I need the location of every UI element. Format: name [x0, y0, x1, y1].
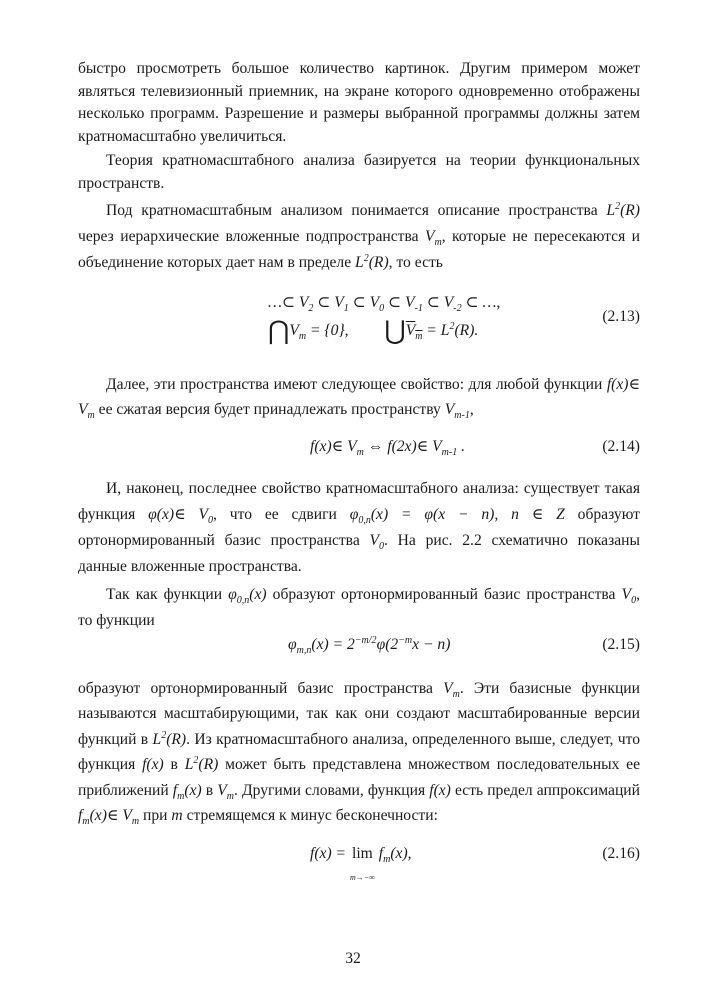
text-fragment: И, наконец, последнее свойство кратномасштабного анализа: существует такая функция — [78, 479, 640, 523]
text-fragment: . Другими словами, функция — [234, 781, 426, 799]
text-fragment: может быть представлена множеством последовательных ее приближений — [78, 756, 641, 799]
text-fragment: есть предел аппроксимаций — [454, 781, 640, 799]
equation-2-15: $\varphi_{m,n}(x) = 2^{-m/2}\varphi(2^{-m}x - n)$ (2.15) — [288, 634, 640, 656]
paragraph-3: Под кратномасштабным анализом понимается описание пространства $L^2(R)$ через иерархические вложенные подпространства $V_m$, которые не пересекаются и объединение которых дает нам в пределе $L^2(R)$, то есть — [78, 200, 640, 271]
text-fragment: в — [205, 781, 214, 799]
equation-number: (2.15) — [602, 635, 640, 653]
page-number: 32 — [345, 950, 361, 967]
text-fragment: , то функции — [78, 585, 640, 629]
text-fragment: Под кратномасштабным анализом понимается описание пространства — [106, 201, 598, 219]
text-fragment: . На рис. 2.2 схематично показаны данные вложенные пространства. — [78, 531, 640, 575]
text-fragment: при — [143, 807, 168, 825]
text-fragment: , то есть — [388, 253, 443, 271]
text-fragment: образуют ортонормированный базис пространства — [272, 585, 616, 603]
text-fragment: , которые не пересекаются и объединение которых дает нам в пределе — [78, 227, 640, 271]
paragraph-2: Теория кратномасштабного анализа базируется на теории функциональных пространств. — [78, 152, 640, 192]
text-fragment: Так как функции — [106, 585, 223, 603]
text-fragment: стремящемся к минус бесконечности: — [186, 807, 438, 825]
equation-2-16: f(x) = lim m→−∞ $f_m(x)$, (2.16) — [310, 844, 640, 882]
text-fragment: , что ее сдвиги — [213, 505, 337, 523]
text-fragment: в — [170, 756, 178, 774]
text-fragment: Далее, эти пространства имеют следующее свойство: для любой функции — [106, 375, 603, 393]
equation-number: (2.13) — [602, 307, 640, 325]
paragraph-6: Так как функции $\varphi_{0,n}(x)$ образуют ортонормированный базис пространства $V_0$, то функции — [78, 585, 640, 629]
paragraph-5: И, наконец, последнее свойство кратномасштабного анализа: существует такая функция φ(x)∈ $V_0$, что ее сдвиги $\varphi_{0,n}(x) = \varphi(x - n)$, n ∈ Z образуют ортонормированный базис пространства $V_0$. На рис. 2.2 схематично показаны данные вложенные пространства. — [78, 479, 640, 575]
equation-number: (2.14) — [602, 437, 640, 455]
text-fragment: через иерархические вложенные подпространства — [78, 227, 419, 245]
text-fragment: . Эти базисные функции называются масштабирующими, так как они создают масштабированные версии функций в — [78, 679, 641, 748]
paragraph-7: образуют ортонормированный базис пространства $V_m$. Эти базисные функции называются масштабирующими, так как они создают масштабированные версии функций в $L^2(R)$. Из кратномасштабного анализа, определенного выше, следует, что функция f(x) в $L^2(R)$ может быть представлена множеством последовательных ее приближений $f_m(x)$ в $V_m$. Другими словами, функция f(x) есть предел аппроксимаций $f_m(x)\in$ $V_m$ при m стремящемся к минус бесконечности: — [78, 679, 641, 828]
equation-2-14: f(x)∈ $V_m$ ⇔ f(2x)∈ $V_{m-1}$ . (2.14) — [310, 437, 640, 458]
paragraph-1: быстро просмотреть большое количество картинок. Другим примером может являться телевизионный приемник, на экране которого одновременно отображены несколько программ. Разрешение и размеры выбранной программы должны затем кратномасштабно увеличиться. — [78, 60, 640, 145]
equation-2-13: …⊂ $V_2$ ⊂ $V_1$ ⊂ $V_0$ ⊂ $V_{-1}$ ⊂ $V_{-2}$ ⊂ …, $⋂V_m = \{0\}$, $⋃V_m = L^2(R)$. (2.13) — [268, 293, 640, 345]
paragraph-4: Далее, эти пространства имеют следующее свойство: для любой функции f(x)∈ $V_m$ ее сжатая версия будет принадлежать пространству $V_{m-1}$, — [78, 375, 640, 421]
page-body — [78, 58, 641, 882]
text-fragment: образуют ортонормированный базис пространства — [78, 505, 640, 549]
text-fragment: m — [171, 807, 183, 825]
equation-number: (2.16) — [602, 844, 640, 862]
text-fragment: . Из кратномасштабного анализа, определенного выше, следует, что функция — [78, 730, 640, 774]
text-fragment: ее сжатая версия будет принадлежать пространству — [98, 400, 441, 418]
text-fragment: образуют ортонормированный базис пространства — [78, 679, 433, 697]
